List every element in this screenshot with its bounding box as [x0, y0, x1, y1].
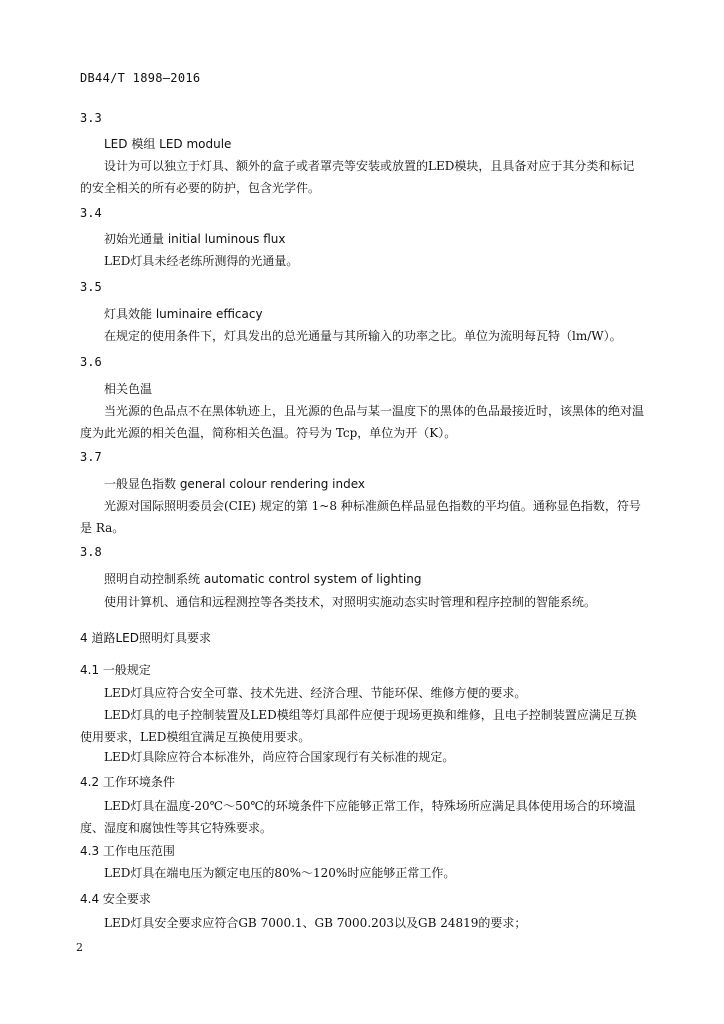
term-definition: 当光源的色品点不在黑体轨迹上，且光源的色品与某一温度下的黑体的色品最接近时，该黑体的绝对温度为此光源的相关色温，简称相关色温。符号为 Tcp，单位为开（K）。	[80, 404, 645, 440]
term-title: 一般显色指数 general colour rendering index	[104, 477, 366, 491]
paragraph: LED灯具的电子控制装置及LED模组等灯具部件应便于现场更换和维修，且电子控制装置应满足互换使用要求，LED模组宜满足互换使用要求。	[80, 708, 637, 744]
section-heading: 4.2 工作环境条件	[80, 775, 175, 789]
paragraph: LED灯具应符合安全可靠、技术先进、经济合理、节能环保、维修方便的要求。	[104, 686, 527, 700]
term-title: 照明自动控制系统 automatic control system of lighting	[104, 572, 422, 586]
section-heading: 4.1 一般规定	[80, 663, 151, 677]
term-title: 相关色温	[104, 382, 153, 396]
term-definition: 设计为可以独立于灯具、额外的盒子或者罩壳等安装或放置的LED模块，且具备对应于其分类和标记的安全相关的所有必要的防护，包含光学件。	[80, 159, 635, 195]
paragraph: LED灯具在温度-20℃～50℃的环境条件下应能够正常工作，特殊场所应满足具体使用场合的环境温度、湿度和腐蚀性等其它特殊要求。	[80, 799, 636, 835]
term-title: 初始光通量 initial luminous flux	[104, 232, 286, 246]
term-definition: 使用计算机、通信和远程测控等各类技术，对照明实施动态实时管理和程序控制的智能系统。	[104, 595, 597, 609]
section-heading: 4.3 工作电压范围	[80, 844, 175, 858]
clause-number: 3.8	[80, 545, 102, 559]
page-number: 2	[76, 941, 83, 954]
term-title: LED 模组 LED module	[104, 137, 232, 151]
term-definition: 在规定的使用条件下，灯具发出的总光通量与其所输入的功率之比。单位为流明每瓦特（lm/W）。	[104, 329, 622, 343]
clause-number: 3.7	[80, 450, 102, 464]
paragraph: LED灯具在端电压为额定电压的80%～120%时应能够正常工作。	[104, 866, 456, 880]
term-definition: 光源对国际照明委员会(CIE) 规定的第 1~8 种标准颜色样品显色指数的平均值。通称显色指数，符号是 Ra。	[80, 499, 641, 535]
paragraph: LED灯具安全要求应符合GB 7000.1、GB 7000.203以及GB 24819的要求；	[104, 916, 527, 930]
clause-number: 3.3	[80, 111, 102, 125]
section-heading: 4.4 安全要求	[80, 892, 151, 906]
clause-number: 3.4	[80, 206, 102, 220]
clause-number: 3.5	[80, 280, 102, 294]
term-title: 灯具效能 luminaire efficacy	[104, 307, 263, 321]
chapter-heading: 4 道路LED照明灯具要求	[80, 631, 211, 645]
document-id-header: DB44/T 1898—2016	[80, 71, 201, 85]
term-definition: LED灯具未经老练所测得的光通量。	[104, 254, 299, 268]
paragraph: LED灯具除应符合本标准外，尚应符合国家现行有关标准的规定。	[104, 750, 455, 764]
clause-number: 3.6	[80, 355, 102, 369]
